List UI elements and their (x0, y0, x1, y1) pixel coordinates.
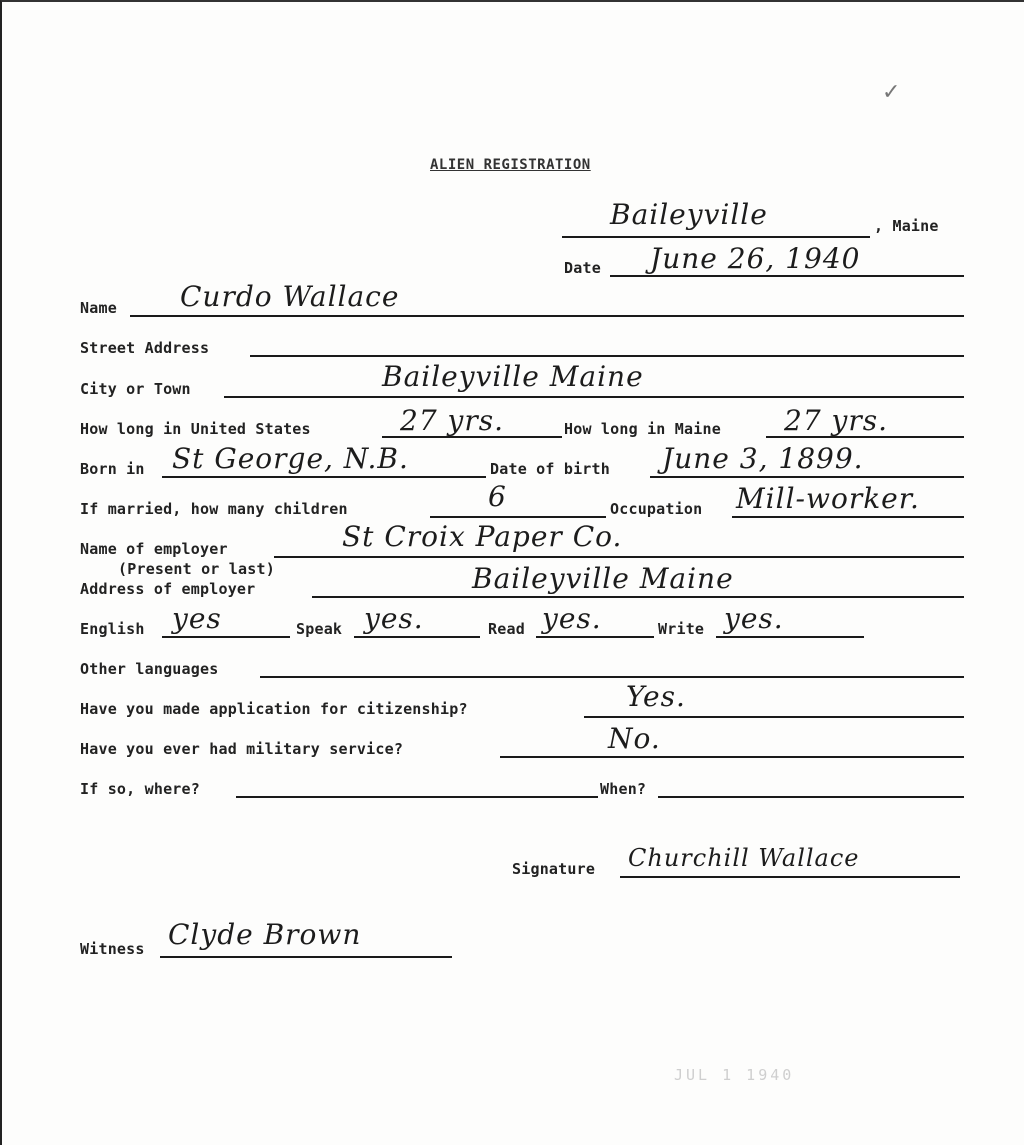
children-value: 6 (488, 480, 507, 513)
check-mark-icon: ✓ (882, 80, 901, 105)
write-label: Write (658, 620, 705, 638)
read-line (536, 636, 654, 638)
received-stamp: JUL 1 1940 (674, 1066, 795, 1084)
other-languages-line (260, 676, 964, 678)
form-title: ALIEN REGISTRATION (430, 157, 591, 173)
other-languages-label: Other languages (80, 660, 219, 678)
witness-signature: Clyde Brown (168, 918, 362, 951)
occupation-label: Occupation (610, 500, 703, 518)
occupation-value: Mill-worker. (736, 482, 920, 515)
employer-value: St Croix Paper Co. (342, 520, 623, 553)
military-line (500, 756, 964, 758)
witness-label: Witness (80, 940, 145, 958)
employer-address-line (312, 596, 964, 598)
military-value: No. (608, 722, 661, 755)
read-value: yes. (542, 602, 602, 635)
speak-label: Speak (296, 620, 343, 638)
english-value: yes (172, 602, 222, 635)
dob-line (650, 476, 964, 478)
employer-label: Name of employer (80, 540, 228, 558)
name-value: Curdo Wallace (180, 280, 400, 313)
employer-sub-label: (Present or last) (118, 560, 275, 578)
born-label: Born in (80, 460, 145, 478)
dob-value: June 3, 1899. (662, 442, 864, 475)
citizenship-value: Yes. (626, 680, 686, 713)
born-value: St George, N.B. (172, 442, 409, 475)
signature-label: Signature (512, 860, 596, 878)
when-label: When? (600, 780, 647, 798)
military-label: Have you ever had military service? (80, 740, 404, 758)
when-line (658, 796, 964, 798)
name-label: Name (80, 299, 117, 317)
years-us-label: How long in United States (80, 420, 311, 438)
write-value: yes. (724, 602, 784, 635)
employer-line (274, 556, 964, 558)
date-line (610, 275, 964, 277)
employer-address-label: Address of employer (80, 580, 256, 598)
where-label: If so, where? (80, 780, 200, 798)
where-line (236, 796, 598, 798)
citizenship-line (584, 716, 964, 718)
employer-address-value: Baileyville Maine (472, 562, 734, 595)
city-label: City or Town (80, 380, 191, 398)
english-label: English (80, 620, 145, 638)
years-maine-value: 27 yrs. (784, 404, 889, 437)
years-maine-label: How long in Maine (564, 420, 721, 438)
dob-label: Date of birth (490, 460, 610, 478)
citizenship-label: Have you made application for citizenship? (80, 700, 468, 718)
write-line (716, 636, 864, 638)
date-label: Date (564, 259, 601, 277)
children-label: If married, how many children (80, 500, 348, 518)
date-value: June 26, 1940 (650, 242, 861, 275)
signature-line (620, 876, 960, 878)
state-label: , Maine (874, 217, 939, 235)
speak-line (354, 636, 480, 638)
years-us-value: 27 yrs. (400, 404, 505, 437)
signature: Churchill Wallace (628, 844, 860, 872)
occupation-line (732, 516, 964, 518)
name-line (130, 315, 964, 317)
children-line (430, 516, 606, 518)
witness-line (160, 956, 452, 958)
english-line (162, 636, 290, 638)
city-value: Baileyville Maine (382, 360, 644, 393)
street-line (250, 355, 964, 357)
town-line (562, 236, 870, 238)
city-line (224, 396, 964, 398)
town-value: Baileyville (610, 198, 768, 231)
speak-value: yes. (364, 602, 424, 635)
street-label: Street Address (80, 339, 210, 357)
read-label: Read (488, 620, 525, 638)
born-line (162, 476, 486, 478)
